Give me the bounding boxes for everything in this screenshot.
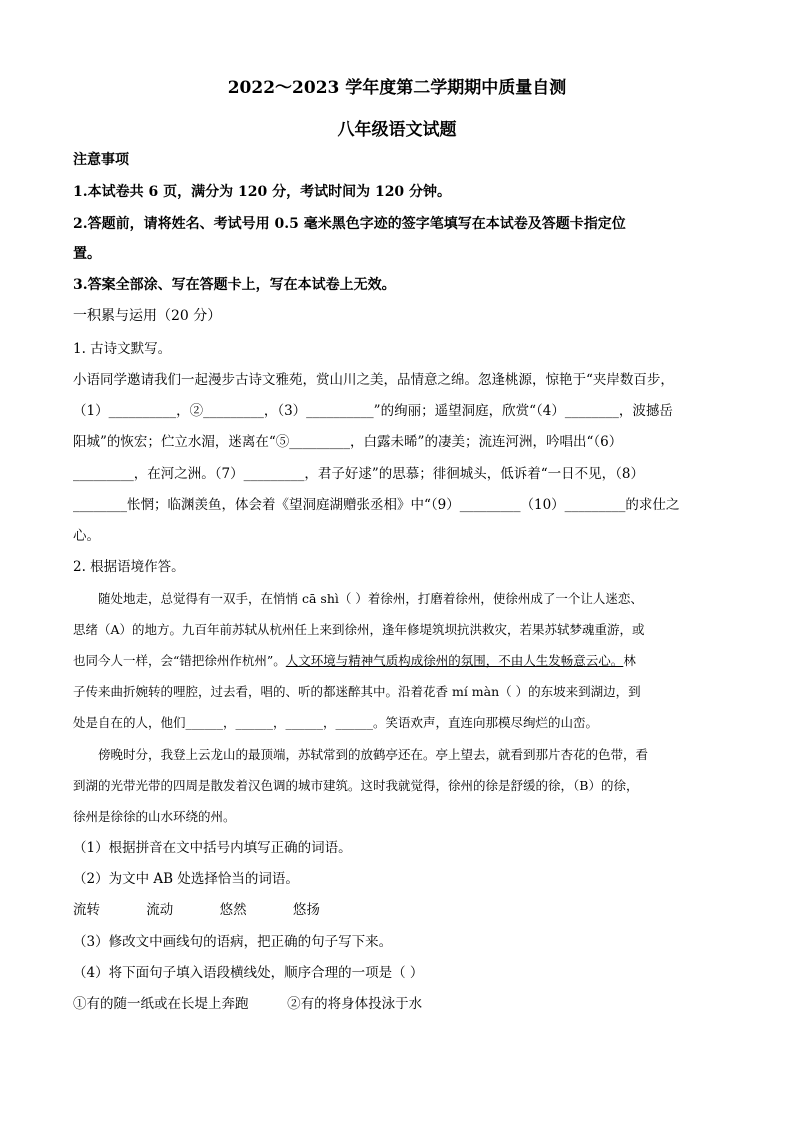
question-1-label: 1. 古诗文默写。 xyxy=(73,341,172,357)
passage-line: 思绪（A）的地方。九百年前苏轼从杭州任上来到徐州，逢年修堤筑坝抗洪救灾，若果苏轼梦魂重游，或 xyxy=(73,622,645,637)
passage-line: 徐州是徐徐的山水环绕的州。 xyxy=(73,809,236,824)
q1-text-line: _________，在河之洲。（7）_________，君子好逑”的思慕；徘徊城头，低诉着“一日不见，（8） xyxy=(73,466,644,482)
underlined-sentence: 人文环境与精神气质构成徐州的氛围，不由人生发畅意云心。 xyxy=(285,653,624,668)
passage-line: 随处地走，总觉得有一双手，在悄悄 cā shì（ ）着徐州，打磨着徐州，使徐州成了一个让人迷恋、 xyxy=(98,591,643,606)
q1-text-line: 小语同学邀请我们一起漫步古诗文雅苑，赏山川之美，品情意之绵。忽逢桃源，惊艳于“夹岸数百步， xyxy=(73,372,674,388)
q1-text-line: 阳城”的恢宏；伫立水湄，迷离在“⑤_________，白露未晞”的凄美；流连河洲，吟唱出“（6） xyxy=(73,434,623,450)
subquestion-2: （2）为文中 AB 处选择恰当的词语。 xyxy=(73,871,299,887)
q1-text-line: ________怅惘；临渊羡鱼，体会着《望洞庭湖赠张丞相》中“（9）_________（10）_________的求仕之 xyxy=(73,497,680,513)
exam-subtitle: 八年级语文试题 xyxy=(337,120,457,140)
passage-text: 林 xyxy=(623,653,636,668)
word-option: 悠扬 xyxy=(292,902,320,918)
sentence-options xyxy=(73,994,721,1014)
notice-item-2a: 2.答题前，请将姓名、考试号用 0.5 毫米黑色字迹的签字笔填写在本试卷及答题卡指定位 xyxy=(73,216,626,232)
question-2-label: 2. 根据语境作答。 xyxy=(73,559,185,575)
section-heading: 一积累与运用（20 分） xyxy=(73,308,222,324)
passage-line: 处是自在的人，他们______，______，______，______。笑语欢声，直连向那模尽绚烂的山峦。 xyxy=(73,715,599,730)
passage-line: 子传来曲折婉转的哩腔，过去看，唱的、听的都迷醉其中。沿着花香 mí màn（ ）的东坡来到湖边，到 xyxy=(73,684,641,699)
word-options xyxy=(73,900,721,920)
notice-item-3: 3.答案全部涂、写在答题卡上，写在本试卷上无效。 xyxy=(73,277,396,293)
sentence-option-2: ②有的将身体投泳于水 xyxy=(287,996,423,1012)
sentence-option-1: ①有的随一纸或在长堤上奔跑 xyxy=(73,996,249,1012)
word-option: 流转 xyxy=(73,902,100,918)
exam-title: 2022～2023 学年度第二学期期中质量自测 xyxy=(227,78,567,98)
notice-item-2b: 置。 xyxy=(73,246,101,262)
passage-line: 到湖的光带光带的四周是散发着汉色调的城市建筑。这时我就觉得，徐州的徐是舒缓的徐，（B）的徐， xyxy=(73,778,639,793)
subquestion-1: （1）根据拼音在文中括号内填写正确的词语。 xyxy=(73,840,352,856)
q1-text-line: （1）__________，②_________，（3）__________”的绚丽；遥望洞庭，欣赏“（4）________，波撼岳 xyxy=(73,403,673,419)
passage-text: 也同今人一样，会“错把徐州作杭州”。 xyxy=(73,653,286,668)
q1-text-line: 心。 xyxy=(73,528,100,544)
word-option: 悠然 xyxy=(219,902,247,918)
subquestion-3: （3）修改文中画线句的语病，把正确的句子写下来。 xyxy=(73,934,393,950)
word-option: 流动 xyxy=(146,902,174,918)
passage-line: 傍晚时分，我登上云龙山的最顶端，苏轼常到的放鹤亭还在。亭上望去，就看到那片杏花的色带，看 xyxy=(98,747,649,762)
passage-line xyxy=(73,651,721,671)
notice-item-1: 1.本试卷共 6 页，满分为 120 分，考试时间为 120 分钟。 xyxy=(73,184,452,200)
subquestion-4: （4）将下面句子填入语段横线处，顺序合理的一项是（ ） xyxy=(73,965,424,981)
notice-heading: 注意事项 xyxy=(73,152,129,168)
